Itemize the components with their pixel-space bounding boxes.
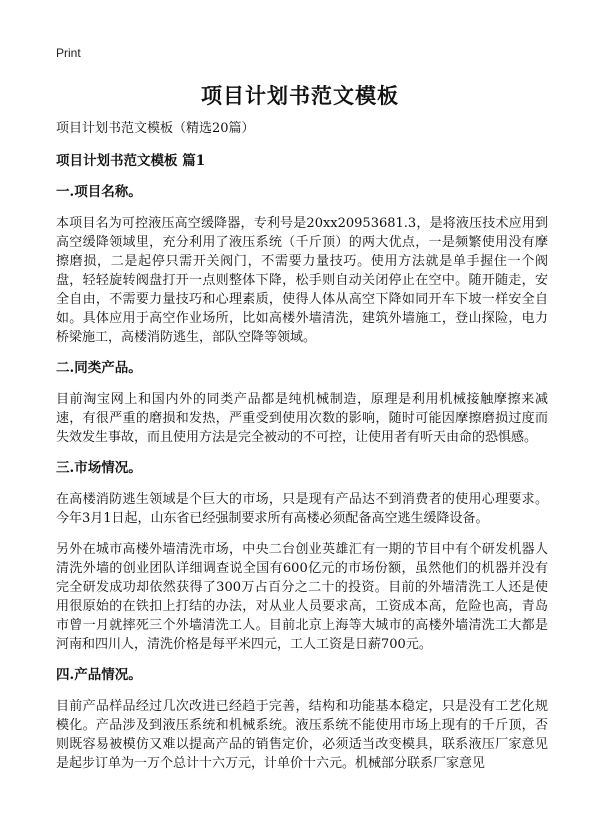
paragraph-market-1: 在高楼消防逃生领域是个巨大的市场，只是现有产品达不到消费者的使用心理要求。今年3月1日起，山东省已经强制要求所有高楼必须配备高空逃生缓降设备。 — [56, 492, 548, 526]
page-title: 项目计划书范文模板 — [201, 83, 399, 108]
document-subtitle: 项目计划书范文模板（精选20篇） — [56, 121, 255, 136]
document-body — [56, 119, 548, 785]
section-heading-market: 三.市场情况。 — [56, 460, 142, 476]
paragraph-product: 目前产品样品经过几次改进已经趋于完善，结构和功能基本稳定，只是没有工艺化规模化。产品涉及到液压系统和机械系统。液压系统不能使用市场上现有的千斤顶，否则既容易被模仿又难以提高产品的销售定价，必须适当改变模具，联系液压厂家意见是起步订单为一万个总计十六万元，计单价十六元。机械部分联系厂家意见 — [56, 699, 548, 771]
paragraph-market-2: 另外在城市高楼外墙清洗市场，中央二台创业英雄汇有一期的节目中有个研发机器人清洗外墙的创业团队详细调查说全国有600亿元的市场份额，虽然他们的机器并没有完全研发成功却依然获得了300万占百分之二十的投资。目前的外墙清洗工人还是使用很原始的在铁扣上打结的办法，对从业人员要求高，工资成本高，危险也高，青岛市曾一月就摔死三个外墙清洗工人。目前北京上海等大城市的高楼外墙清洗工大都是河南和四川人，清洗价格是每平米四元，工人工资是日薪700元。 — [56, 542, 548, 652]
article-heading: 项目计划书范文模板 篇1 — [56, 153, 206, 169]
section-heading-project-name: 一.项目名称。 — [56, 184, 142, 200]
section-heading-similar-products: 二.同类产品。 — [56, 360, 142, 376]
paragraph-project-name: 本项目名为可控液压高空缓降器，专利号是20xx20953681.3，是将液压技术应用到高空缓降领域里，充分利用了液压系统（千斤顶）的两大优点，一是频繁使用没有摩擦磨损，二是起停只需开关阀门，不需要力量技巧。使用方法就是单手握住一个阀盘，轻轻旋转阀盘打开一点则整体下降，松手则自动关闭停止在空中。随开随走，安全自由，不需要力量技巧和心理素质，使得人体从高空下降如同开车下坡一样安全自如。具体应用于高空作业场所，比如高楼外墙清洗，建筑外墙施工，登山探险，电力桥梁施工，高楼消防逃生，部队空降等领域。 — [56, 216, 548, 345]
section-heading-product: 四.产品情况。 — [56, 667, 142, 683]
paragraph-similar-products: 目前淘宝网上和国内外的同类产品都是纯机械制造，原理是利用机械接触摩擦来减速，有很严重的磨损和发热，严重受到使用次数的影响，随时可能因摩擦磨损过度而失效发生事故，而且使用方法是完全被动的不可控，让使用者有听天由命的恐惧感。 — [56, 392, 548, 445]
print-link[interactable]: Print — [56, 46, 81, 60]
